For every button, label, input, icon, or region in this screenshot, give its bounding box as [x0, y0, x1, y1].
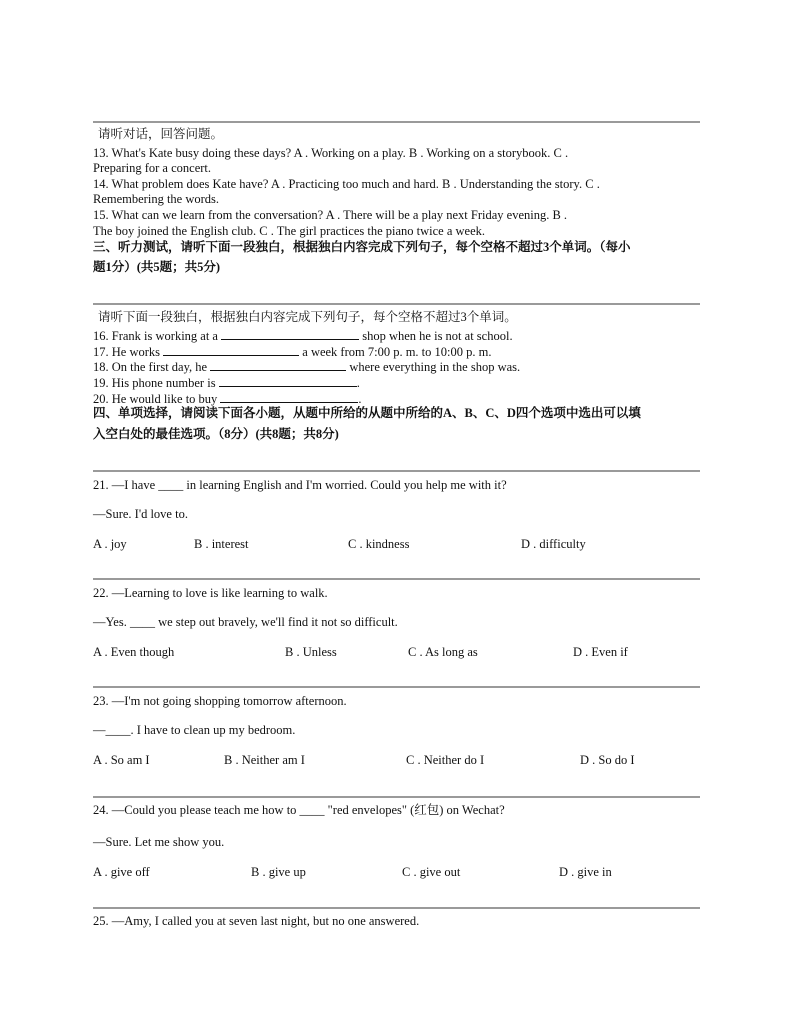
- question-18-prefix: 18. On the first day, he: [93, 360, 211, 374]
- question-13-line1: 13. What's Kate busy doing these days? A . Working on a play. B . Working on a storybook. C .: [93, 146, 569, 160]
- answer-blank-18[interactable]: [210, 359, 346, 371]
- question-20-suffix: .: [358, 392, 362, 406]
- question-17: [93, 344, 491, 360]
- section4-heading-line1: 四、单项选择，请阅读下面各小题，从题中所给的从题中所给的A、B、C、D四个选项中选出可以填: [93, 406, 641, 420]
- question-23-stem: 23. —I'm not going shopping tomorrow afternoon.: [93, 694, 347, 708]
- section3-heading-line1: 三、听力测试，请听下面一段独白，根据独白内容完成下列句子，每个空格不超过3个单词。（每小: [93, 240, 631, 254]
- option-21-d[interactable]: D . difficulty: [521, 537, 586, 551]
- question-18: [93, 359, 520, 375]
- question-16-prefix: 16. Frank is working at a: [93, 329, 222, 343]
- section3-instruction: 请听下面一段独白，根据独白内容完成下列句子，每个空格不超过3个单词。: [98, 310, 517, 324]
- option-23-d[interactable]: D . So do I: [580, 753, 635, 767]
- question-15-line2: The boy joined the English club. C . The girl practices the piano twice a week.: [93, 224, 486, 238]
- section4-heading-line2: 入空白处的最佳选项。（8分）(共8题；共8分): [93, 427, 339, 441]
- option-21-a[interactable]: A . joy: [93, 537, 127, 551]
- question-21-stem: 21. —I have ____ in learning English and I'm worried. Could you help me with it?: [93, 478, 507, 492]
- question-25-stem: 25. —Amy, I called you at seven last night, but no one answered.: [93, 914, 420, 928]
- option-23-a[interactable]: A . So am I: [93, 753, 150, 767]
- option-24-a[interactable]: A . give off: [93, 865, 150, 879]
- answer-blank-16[interactable]: [221, 328, 359, 340]
- question-14-line1: 14. What problem does Kate have? A . Practicing too much and hard. B . Understanding the story. C .: [93, 177, 600, 191]
- question-19-suffix: .: [356, 376, 360, 390]
- question-23-reply: —____. I have to clean up my bedroom.: [93, 723, 296, 737]
- question-22-stem: 22. —Learning to love is like learning to walk.: [93, 586, 328, 600]
- option-23-c[interactable]: C . Neither do I: [406, 753, 485, 767]
- answer-blank-19[interactable]: [219, 375, 357, 387]
- section-divider: [93, 121, 700, 123]
- option-24-b[interactable]: B . give up: [251, 865, 306, 879]
- option-21-b[interactable]: B . interest: [194, 537, 249, 551]
- question-13-line2: Preparing for a concert.: [93, 161, 211, 175]
- question-21-reply: —Sure. I'd love to.: [93, 507, 188, 521]
- question-22-reply: —Yes. ____ we step out bravely, we'll find it not so difficult.: [93, 615, 398, 629]
- question-17-suffix: a week from 7:00 p. m. to 10:00 p. m.: [299, 345, 492, 359]
- question-divider: [93, 796, 700, 798]
- question-15-line1: 15. What can we learn from the conversation? A . There will be a play next Friday evening. B .: [93, 208, 568, 222]
- option-22-c[interactable]: C . As long as: [408, 645, 478, 659]
- question-16: [93, 328, 513, 344]
- question-18-suffix: where everything in the shop was.: [346, 360, 521, 374]
- question-20: [93, 391, 362, 407]
- question-19-prefix: 19. His phone number is: [93, 376, 219, 390]
- answer-blank-20[interactable]: [220, 391, 358, 403]
- question-14-line2: Remembering the words.: [93, 192, 220, 206]
- question-divider: [93, 686, 700, 688]
- option-22-b[interactable]: B . Unless: [285, 645, 337, 659]
- option-21-c[interactable]: C . kindness: [348, 537, 410, 551]
- option-22-d[interactable]: D . Even if: [573, 645, 628, 659]
- option-22-a[interactable]: A . Even though: [93, 645, 175, 659]
- question-divider: [93, 470, 700, 472]
- question-24-stem: 24. —Could you please teach me how to ____ "red envelopes" (红包) on Wechat?: [93, 803, 505, 817]
- question-divider: [93, 907, 700, 909]
- question-17-prefix: 17. He works: [93, 345, 164, 359]
- section-divider: [93, 303, 700, 305]
- question-16-suffix: shop when he is not at school.: [359, 329, 513, 343]
- question-24-reply: —Sure. Let me show you.: [93, 835, 225, 849]
- section3-heading-line2: 题1分）(共5题；共5分): [93, 260, 221, 274]
- option-23-b[interactable]: B . Neither am I: [224, 753, 305, 767]
- option-24-d[interactable]: D . give in: [559, 865, 612, 879]
- answer-blank-17[interactable]: [163, 344, 299, 356]
- question-19: [93, 375, 360, 391]
- section2-instruction: 请听对话，回答问题。: [98, 127, 224, 141]
- option-24-c[interactable]: C . give out: [402, 865, 461, 879]
- question-divider: [93, 578, 700, 580]
- question-20-prefix: 20. He would like to buy: [93, 392, 221, 406]
